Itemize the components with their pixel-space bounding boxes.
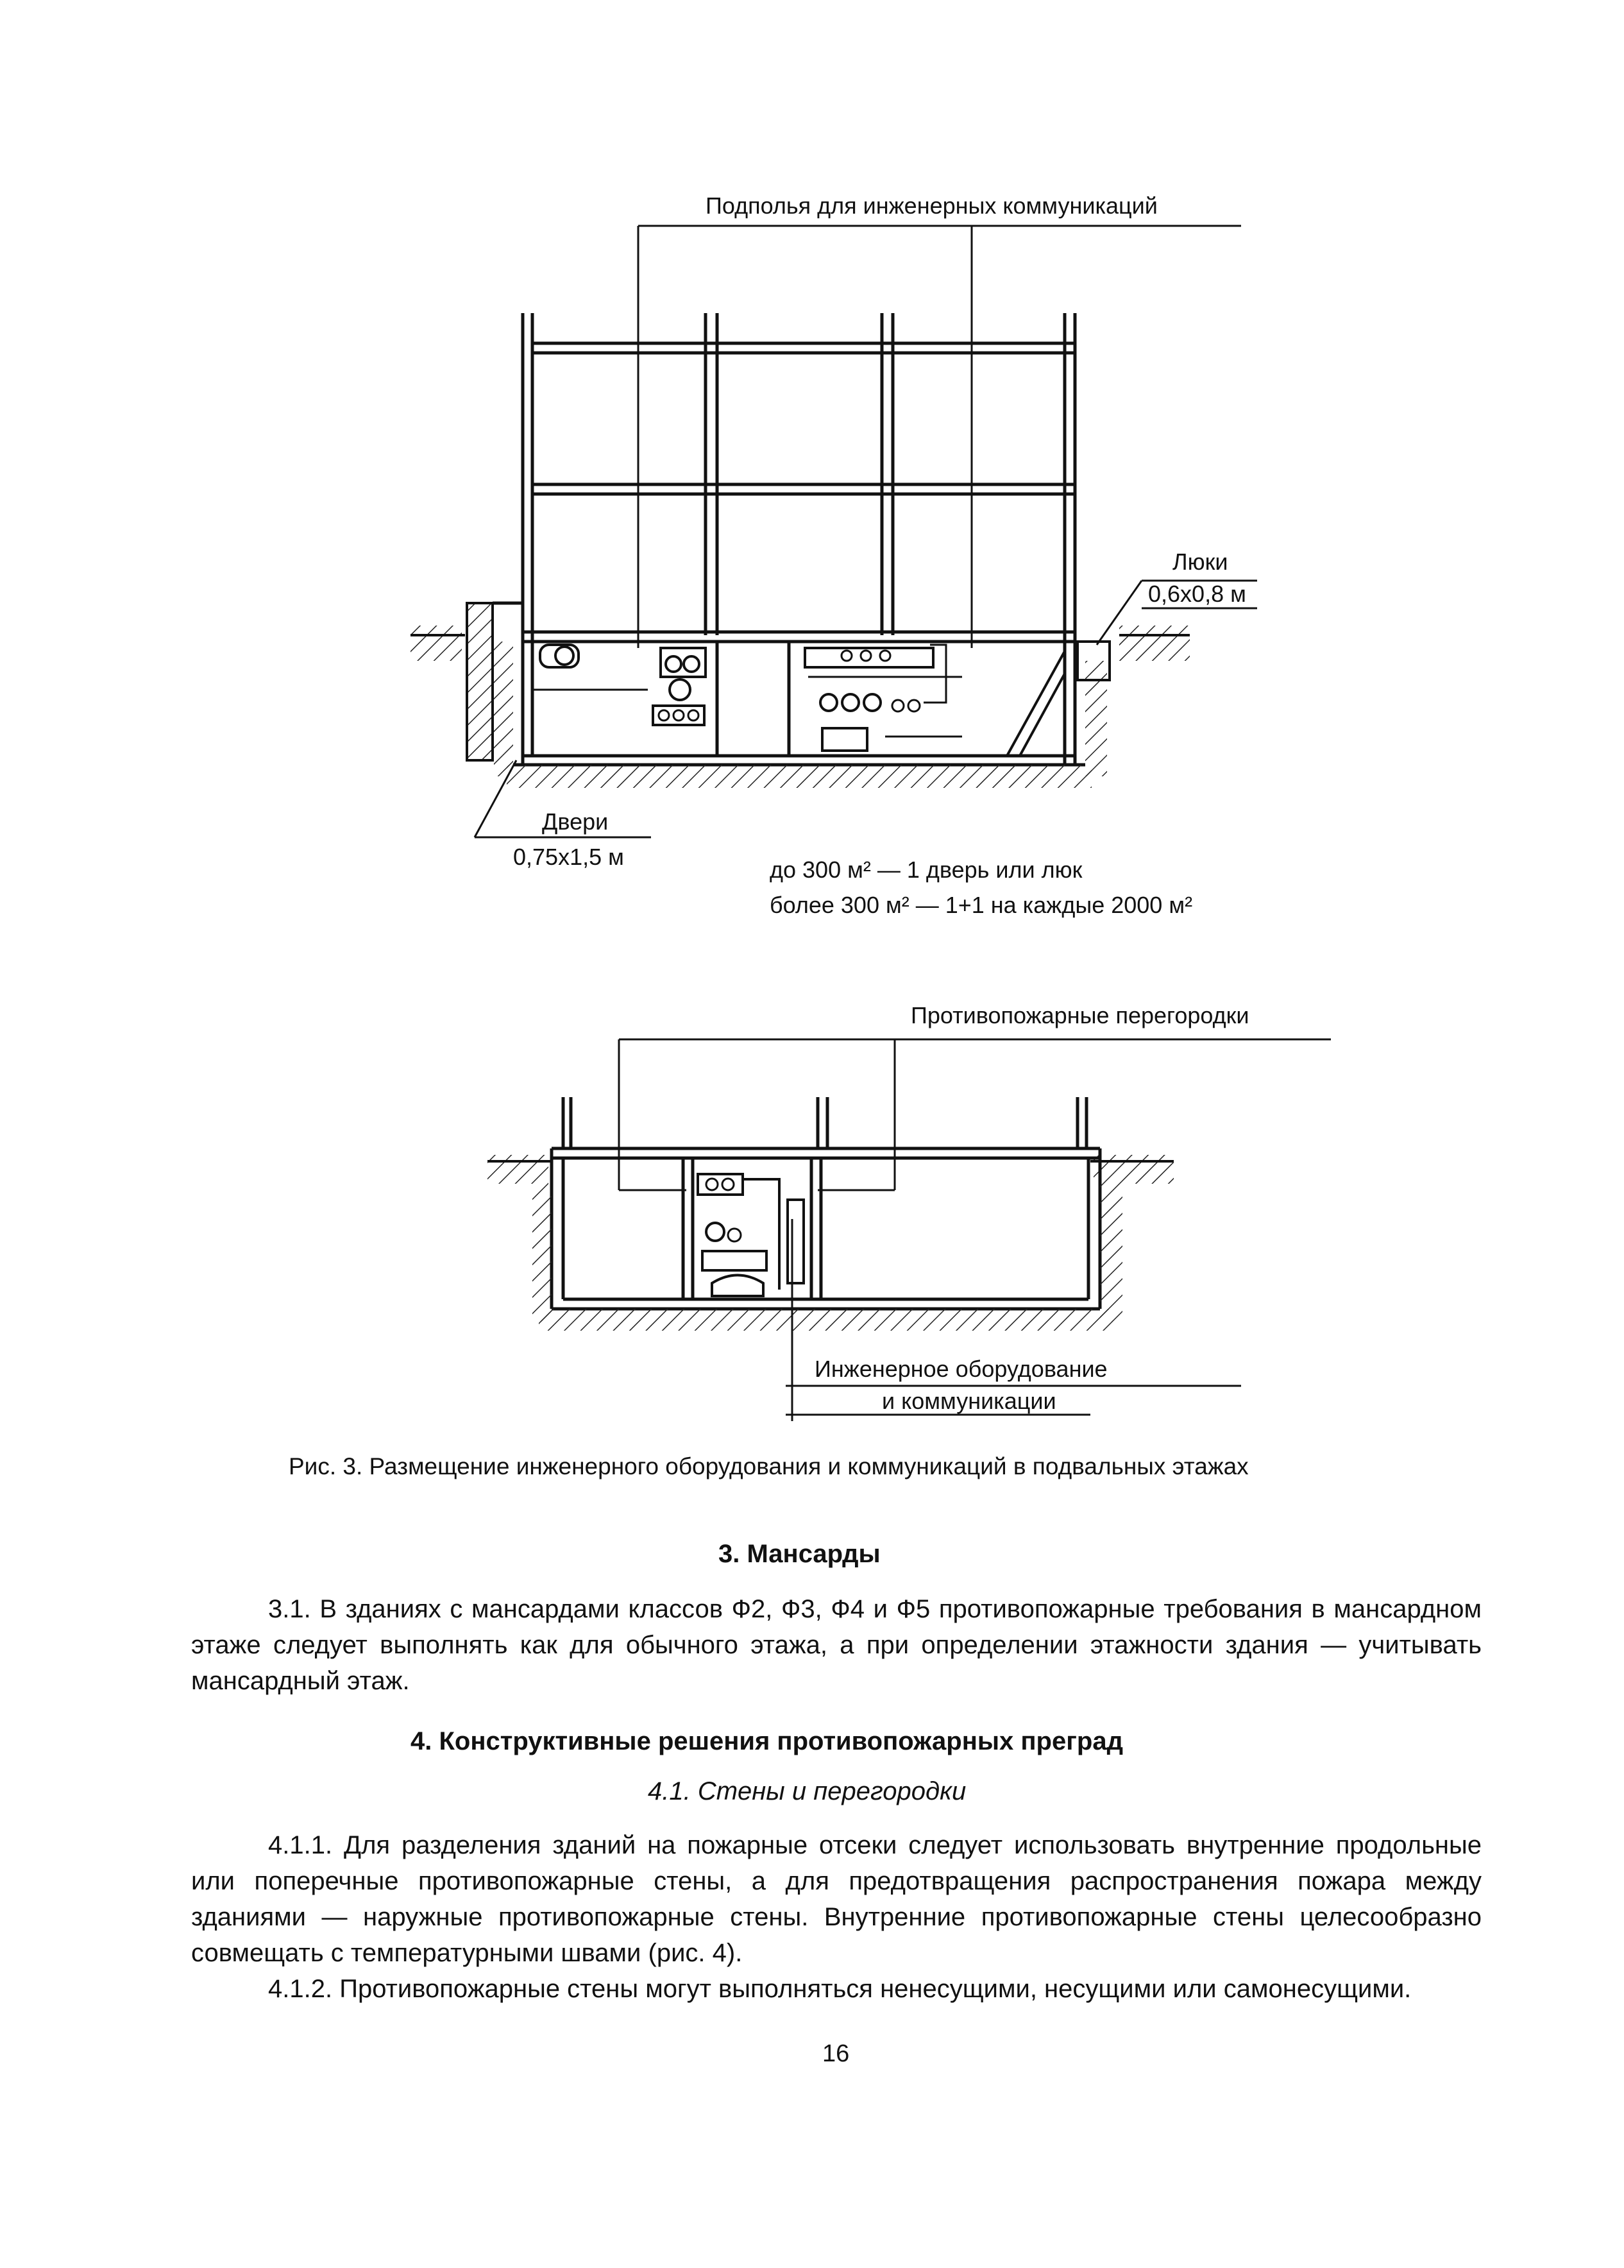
label-equipment-line1: Инженерное оборудование — [815, 1356, 1108, 1382]
section4-subheading: 4.1. Стены и перегородки — [648, 1777, 967, 1805]
label-partitions: Противопожарные перегородки — [911, 1002, 1249, 1028]
section4-paragraph2: 4.1.2. Противопожарные стены могут выполняться ненесущими, несущими или самонесущими. — [268, 1975, 1412, 2003]
label-doors-size: 0,75х1,5 м — [513, 844, 624, 870]
building-section-top — [410, 226, 1257, 837]
section4-paragraph1: 4.1.1. Для разделения зданий на пожарные отсеки следует использовать внутренние продольные или поперечные противопожарные стены, а для предотвращения распространения пожара между зданиями — наружные противопожарные стены. Внутренние противопожарные стены целесообразно совмещать с температурными швами (рис. 4). — [191, 1831, 1482, 1967]
label-equipment-line2: и коммуникации — [882, 1388, 1056, 1414]
label-doors-title: Двери — [542, 808, 609, 835]
label-hatches-size: 0,6х0,8 м — [1148, 581, 1246, 607]
section3-heading: 3. Мансарды — [718, 1540, 881, 1568]
section3-body — [191, 1591, 1482, 1699]
section4-body — [191, 1827, 1482, 2007]
section4-heading: 4. Конструктивные решения противопожарных преград — [410, 1727, 1123, 1755]
page-number: 16 — [822, 2040, 850, 2067]
note-doors-line1: до 300 м² — 1 дверь или люк — [770, 857, 1083, 883]
label-underfloor: Подполья для инженерных коммуникаций — [706, 192, 1158, 219]
section3-paragraph: 3.1. В зданиях с мансардами классов Ф2, Ф3, Ф4 и Ф5 противопожарные требования в мансардном этаже следует выполнять как для обычного этажа, а при определении этажности здания — учитывать мансардный этаж. — [191, 1595, 1482, 1695]
label-hatches-title: Люки — [1172, 549, 1228, 575]
note-doors-line2: более 300 м² — 1+1 на каждые 2000 м² — [770, 892, 1193, 918]
figure-caption: Рис. 3. Размещение инженерного оборудования и коммуникаций в подвальных этажах — [289, 1453, 1249, 1479]
